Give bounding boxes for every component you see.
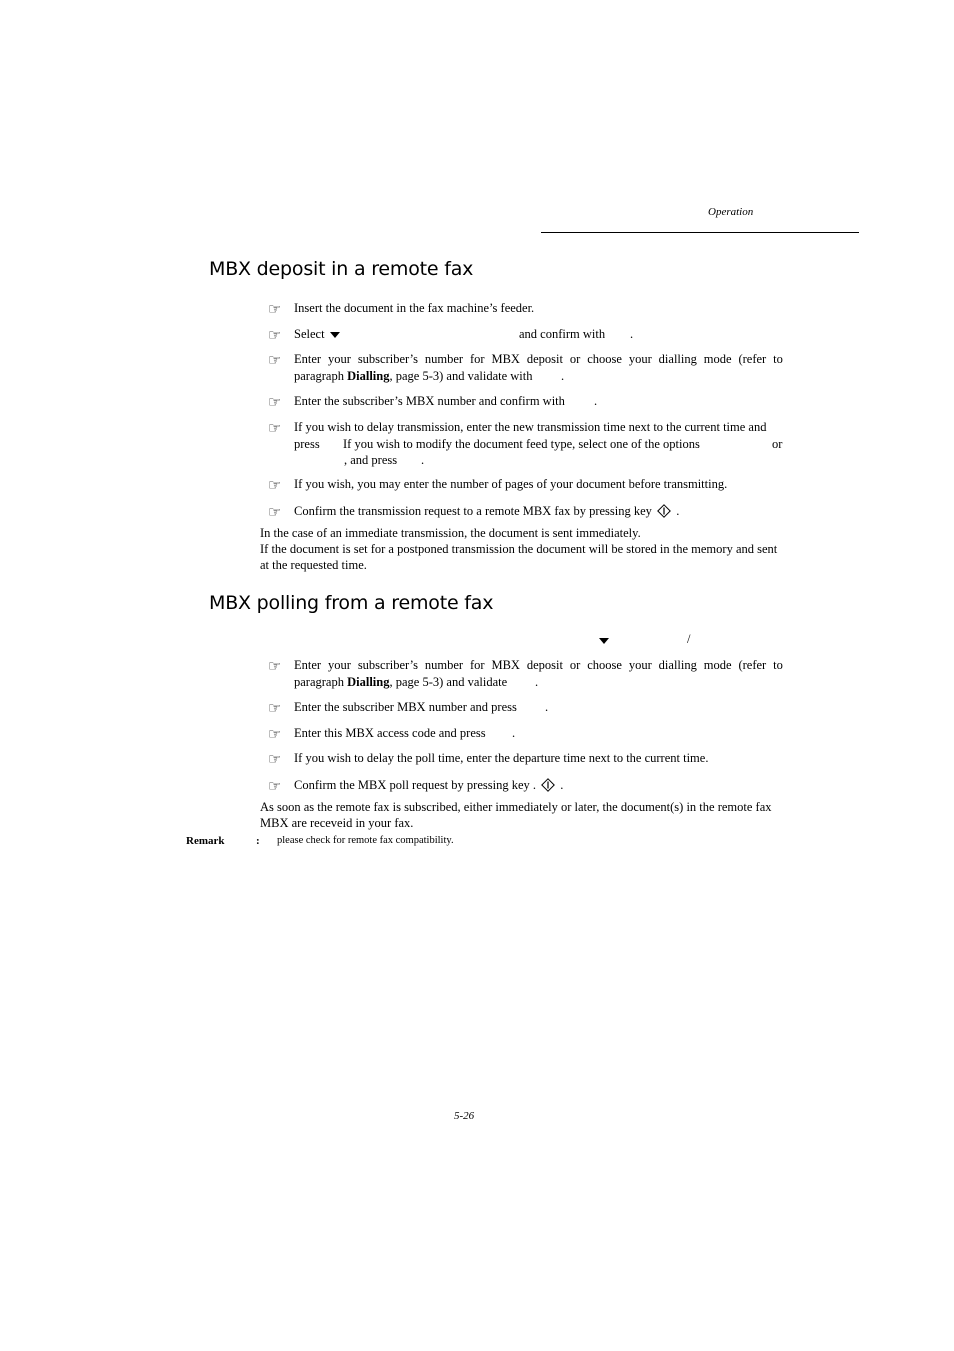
deposit-step-2-end: . bbox=[630, 327, 634, 341]
pointing-hand-icon: ☞ bbox=[268, 750, 282, 768]
deposit-step-5-press: press bbox=[294, 437, 320, 451]
dialling-reference: Dialling bbox=[347, 369, 390, 383]
deposit-step-4-end: . bbox=[594, 394, 598, 408]
pointing-hand-icon: ☞ bbox=[268, 326, 282, 344]
polling-step-2: Enter the subscriber MBX number and press bbox=[294, 700, 517, 714]
polling-step-1-line-2: paragraph Dialling, page 5-3) and validate bbox=[294, 675, 508, 689]
deposit-step-2-confirm: and confirm with bbox=[519, 327, 606, 341]
remark-text: please check for remote fax compatibility. bbox=[277, 835, 454, 846]
pointing-hand-icon: ☞ bbox=[268, 393, 282, 411]
running-header: Operation bbox=[708, 206, 754, 218]
polling-step-3: Enter this MBX access code and press bbox=[294, 726, 486, 740]
deposit-step-3-line-2: paragraph Dialling, page 5-3) and validate with bbox=[294, 369, 533, 383]
polling-step-1-end: . bbox=[535, 675, 539, 689]
deposit-step-3-end: . bbox=[561, 369, 565, 383]
pointing-hand-icon: ☞ bbox=[268, 699, 282, 717]
polling-step-5: Confirm the MBX poll request by pressing key . . bbox=[294, 778, 564, 792]
polling-step-3-end: . bbox=[512, 726, 516, 740]
down-arrow-icon bbox=[599, 638, 609, 644]
down-arrow-icon bbox=[330, 332, 340, 338]
header-rule bbox=[541, 232, 859, 233]
polling-step-1-line-1: Enter your subscriber’s number for MBX deposit or choose your dialling mode (refer to bbox=[294, 658, 783, 672]
deposit-step-5-mid: If you wish to modify the document feed type, select one of the options bbox=[343, 437, 700, 451]
polling-step-4: If you wish to delay the poll time, enter the departure time next to the current time. bbox=[294, 751, 709, 765]
pointing-hand-icon: ☞ bbox=[268, 419, 282, 437]
pointing-hand-icon: ☞ bbox=[268, 657, 282, 675]
start-key-icon bbox=[541, 778, 555, 792]
polling-step-1 bbox=[294, 657, 783, 691]
deposit-step-2 bbox=[294, 326, 342, 343]
polling-intro-slash: / bbox=[687, 632, 691, 646]
pointing-hand-icon: ☞ bbox=[268, 351, 282, 369]
deposit-step-5-line-3: , and press bbox=[344, 453, 398, 467]
polling-note: As soon as the remote fax is subscribed, either immediately or later, the document(s) in the remote fax MBX are receveid in your fax. bbox=[260, 800, 772, 831]
deposit-step-4: Enter the subscriber’s MBX number and confirm with bbox=[294, 394, 565, 408]
deposit-step-3-line-1: Enter your subscriber’s number for MBX deposit or choose your dialling mode (refer to bbox=[294, 352, 783, 366]
deposit-step-6: If you wish, you may enter the number of pages of your document before transmitting. bbox=[294, 477, 728, 491]
section-title-deposit: MBX deposit in a remote fax bbox=[209, 258, 474, 280]
deposit-note-2: If the document is set for a postponed transmission the document will be stored in the memory and sent at the requested time. bbox=[260, 542, 778, 573]
start-key-icon bbox=[657, 504, 671, 518]
pointing-hand-icon: ☞ bbox=[268, 725, 282, 743]
select-label: Select bbox=[294, 327, 325, 341]
polling-step-2-end: . bbox=[545, 700, 549, 714]
dialling-reference: Dialling bbox=[347, 675, 390, 689]
remark-colon: : bbox=[256, 835, 260, 847]
pointing-hand-icon: ☞ bbox=[268, 503, 282, 521]
pointing-hand-icon: ☞ bbox=[268, 300, 282, 318]
remark-label: Remark bbox=[186, 835, 225, 847]
deposit-note-1: In the case of an immediate transmission, the document is sent immediately. bbox=[260, 526, 641, 540]
deposit-step-1: Insert the document in the fax machine’s feeder. bbox=[294, 301, 535, 315]
deposit-step-5-line-1: If you wish to delay transmission, enter the new transmission time next to the current time and bbox=[294, 420, 767, 434]
deposit-step-3 bbox=[294, 351, 783, 385]
pointing-hand-icon: ☞ bbox=[268, 777, 282, 795]
pointing-hand-icon: ☞ bbox=[268, 476, 282, 494]
deposit-step-5-end: . bbox=[421, 453, 425, 467]
page-number: 5-26 bbox=[454, 1110, 475, 1122]
deposit-step-7: Confirm the transmission request to a remote MBX fax by pressing key . bbox=[294, 504, 680, 518]
deposit-step-5-or: or bbox=[772, 437, 783, 451]
section-title-polling: MBX polling from a remote fax bbox=[209, 592, 494, 614]
